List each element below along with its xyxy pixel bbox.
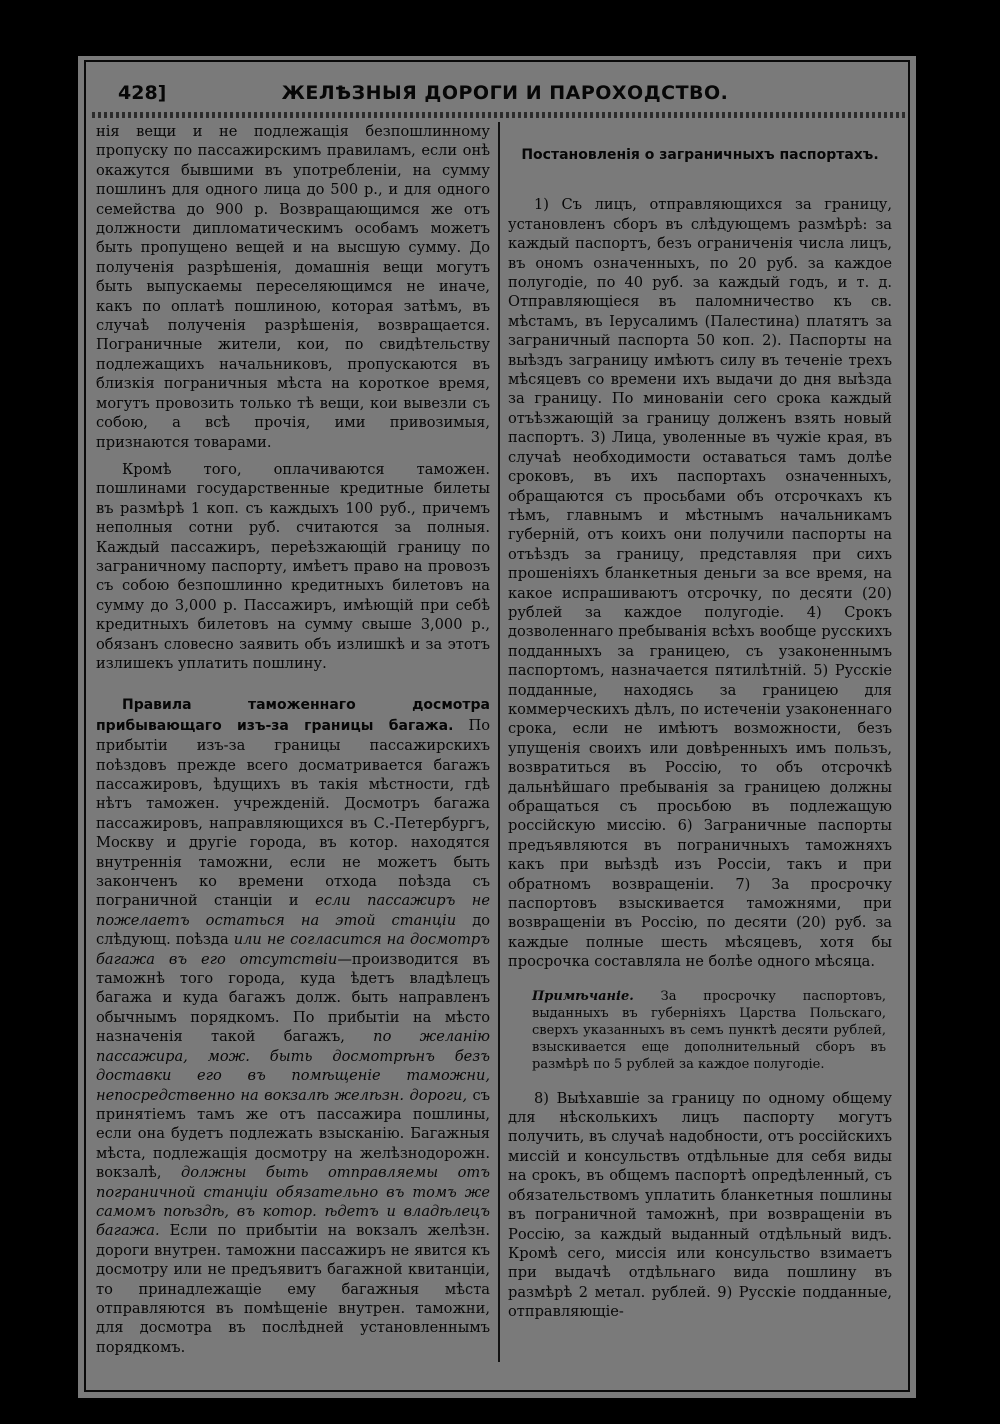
text-run: По прибытіи изъ-за границы пассажирскихъ поѣздовъ прежде всего досматривается багажъ пассажировъ, ѣдущихъ въ такія мѣстности, гдѣ нѣтъ таможен. учрежденій. Досмотръ багажа пассажировъ, направляющихся въ С.-Петербургъ, Москву и другіе города, въ котор. находятся внутреннія таможни, если не можетъ быть законченъ ко времени отхода поѣзда съ пограничной станціи и [96,716,490,910]
right-paragraph-2: 8) Выѣхавшіе за границу по одному общему для нѣсколькихъ лицъ паспорту могутъ получить, въ случаѣ надобности, отъ россійскихъ миссій и консульствъ отдѣльные для себя виды на срокъ, въ общемъ паспортѣ опредѣленный, съ обязательствомъ уплатить бланкетныя пошлины въ пограничной таможнѣ, при возвращеніи въ Россію, за каждый выданный отдѣльный видъ. Кромѣ сего, миссія или консульство взимаетъ при выдачѣ отдѣльнаго вида пошлину въ размѣрѣ 2 метал. рублей. 9) Русскіе подданные, отправляющіе- [508,1089,892,1321]
left-column [96,122,490,1365]
italic-run: по желанію пассажира, мож. быть досмотрѣнъ безъ доставки его въ помѣщеніе таможни, непосредственно на вокзалѣ желѣзн. дороги, [96,1028,490,1104]
italic-run: или не согласится на досмотръ багажа въ его отсутствіи [96,931,490,968]
section-heading-baggage: Правила таможеннаго досмотра прибывающаго изъ-за границы багажа. [96,697,490,734]
column-divider [498,122,500,1362]
book-page [78,56,916,1398]
right-column [508,122,892,1330]
section-heading-passports: Постановленія о заграничныхъ паспортахъ. [521,147,879,163]
italic-run: должны быть отправляемы отъ пограничной станціи обязательно въ томъ же самомъ поѣздѣ, въ котор. ѣдетъ и владѣлецъ багажа. [96,1164,490,1240]
footnote-label: Примѣчаніе. [532,988,634,1004]
text-run: до слѣдующ. поѣзда [96,911,490,949]
italic-run: если пассажиръ не пожелаетъ остаться на этой станціи [96,892,491,929]
left-paragraph-1: нія вещи и не подлежащія безпошлинному пропуску по пассажирскимъ правиламъ, если онѣ окажутся бывшими въ употребленіи, на сумму пошлинъ для одного лица до 500 р., и для одного семейства до 900 р. Возвращающимся же отъ должности дипломатическимъ особамъ можетъ быть пропущено вещей и на высшую сумму. До полученія разрѣшенія, домашнія вещи могутъ быть выпускаемы переселяющимся не иначе, какъ по оплатѣ пошлиною, которая затѣмъ, въ случаѣ полученія разрѣшенія, возвращается. Пограничные жители, кои, по свидѣтельству подлежащихъ начальниковъ, пропускаются въ близкія пограничныя мѣста на короткое время, могутъ провозить только тѣ вещи, кои вывезли съ собою, а всѣ прочія, ими привозимыя, признаются товарами. [96,123,490,451]
footnote-text: За просрочку паспортовъ, выданныхъ въ губерніяхъ Царства Польскаго, сверхъ указанныхъ въ семъ пунктѣ десяти рублей, взыскивается еще дополнительный сборъ въ размѣрѣ по 5 рублей за каждое полугодіе. [532,988,886,1072]
text-run: съ принятіемъ тамъ же отъ пассажира пошлины, если она будетъ подлежать взысканію. Багажныя мѣста, подлежащія досмотру на желѣзнодорожн. вокзалѣ, [96,1086,490,1182]
running-title: ЖЕЛѢЗНЫЯ ДОРОГИ И ПАРОХОДСТВО. [281,82,729,104]
left-paragraph-3 [96,695,490,1357]
right-paragraph-1: 1) Съ лицъ, отправляющихся за границу, установленъ сборъ въ слѣдующемъ размѣрѣ: за каждый паспортъ, безъ ограниченія числа лицъ, въ ономъ означенныхъ, по 20 руб. за каждое полугодіе, по 40 руб. за каждый годъ, и т. д. Отправляющіеся въ паломничество къ св. мѣстамъ, въ Іерусалимъ (Палестина) платятъ за заграничный паспорта 50 коп. 2). Паспорты на выѣздъ заграницу имѣютъ силу въ теченіе трехъ мѣсяцевъ со времени ихъ выдачи до дня выѣзда за границу. По минованіи сего срока каждый отъѣзжающій за границу долженъ взять новый паспортъ. 3) Лица, уволенные въ чужіе края, въ случаѣ необходимости оставаться тамъ долѣе сроковъ, въ ихъ паспортахъ означенныхъ, обращаются съ просьбами объ отсрочкахъ къ тѣмъ, главнымъ и мѣстнымъ начальникамъ губерній, отъ коихъ они получили паспорты на отъѣздъ за границу, представляя при сихъ прошеніяхъ бланкетныя деньги за все время, на какое испрашиваютъ отсрочку, по десяти (20) рублей за каждое полугодіе. 4) Срокъ дозволеннаго пребыванія всѣхъ вообще русскихъ подданныхъ за границею, съ узаконеннымъ паспортомъ, назначается пятилѣтній. 5) Русскіе подданные, находясь за границею для коммерческихъ дѣлъ, по истеченіи узаконеннаго срока, если не имѣютъ возможности, безъ упущенія своихъ или довѣренныхъ имъ пользъ, возвратиться въ Россію, то объ отсрочкѣ дальнѣйшаго пребыванія за границею должны обращаться съ просьбою въ подлежащую россійскую миссію. 6) Заграничные паспорты предъявляются въ пограничныхъ таможняхъ какъ при выѣздѣ изъ Россіи, такъ и при обратномъ возвращеніи. 7) За просрочку паспортовъ взыскивается таможнями, при возвращеніи въ Россію, по десяти (20) руб. за каждые полные шесть мѣсяцевъ, хотя бы просрочка составляла не болѣе одного мѣсяца. [508,196,892,971]
header-rule [92,112,906,118]
text-run: —производится въ таможнѣ того города, куда ѣдетъ владѣлецъ багажа и куда багажъ долж. быть направленъ обычнымъ порядкомъ. По прибытіи на мѣсто назначенія такой багажъ, [96,950,490,1046]
footnote [532,988,886,1073]
left-paragraph-2: Кромѣ того, оплачиваются таможен. пошлинами государственные кредитные билеты въ размѣрѣ 1 коп. съ каждыхъ 100 руб., причемъ неполныя сотни руб. считаются за полныя. Каждый пассажиръ, переѣзжающій границу по заграничному паспорту, имѣетъ право на провозъ съ собою безпошлинно кредитныхъ билетовъ на сумму до 3,000 р. Пассажиръ, имѣющій при себѣ кредитныхъ билетовъ на сумму свыше 3,000 р., обязанъ словесно заявить объ излишкѣ и за этотъ излишекъ уплатить пошлину. [96,460,490,672]
page-number: 428] [118,82,167,104]
text-run: Если по прибытіи на вокзалъ желѣзн. дороги внутрен. таможни пассажиръ не явится къ досмотру или не предъявитъ багажной квитанціи, то принадлежащіе ему багажныя мѣста отправляются въ помѣщеніе внутрен. таможни, для досмотра въ послѣдней установленнымъ порядкомъ. [96,1222,490,1356]
